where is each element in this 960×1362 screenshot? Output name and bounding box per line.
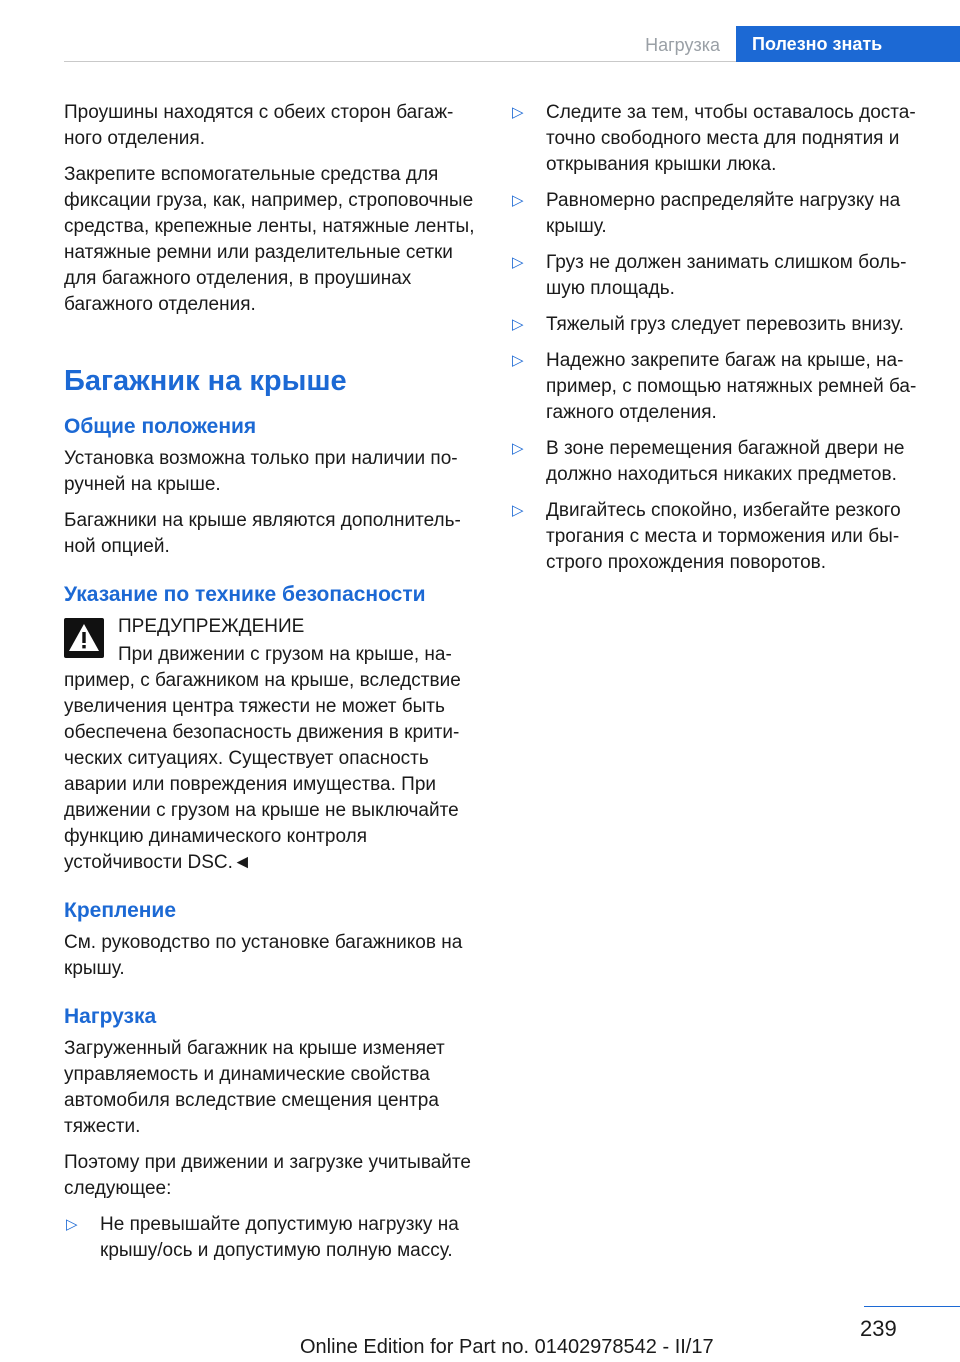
bullet-arrow-icon: ▷ <box>66 1216 78 1233</box>
warning-title: ПРЕДУПРЕЖДЕНИЕ <box>118 616 305 637</box>
right-bullet-list <box>510 100 928 576</box>
paragraph-load-effects: Загруженный багажник на крыше изменяет управляемость и динамические свойства автомобиля вследствие смещения центра тяжести. <box>64 1038 445 1137</box>
bullet-arrow-icon: ▷ <box>512 440 524 457</box>
list-item-text: Груз не должен занимать слишком большую площадь. <box>546 252 907 299</box>
right-column <box>510 100 928 586</box>
list-item <box>510 498 928 576</box>
list-item-text: Двигайтесь спокойно, избегайте резкого трогания с места и торможения или быстрого прохождения поворотов. <box>546 500 901 573</box>
list-item <box>64 1212 482 1264</box>
bullet-arrow-icon: ▷ <box>512 502 524 519</box>
warning-text: При движении с грузом на крыше, например, с багажником на крыше, вследствие увеличения центра тяжести не может быть обеспечена безопасность движения в критических ситуациях. Существует опасность аварии или повреждения имущества. При движении с грузом на крыше не выключайте функцию динамического контроля устойчивости DSC.◄ <box>64 644 461 873</box>
list-item-text: Надежно закрепите багаж на крыше, например, с помощью натяжных ремней багажного отделения. <box>546 350 917 423</box>
subheading-load: Нагрузка <box>64 1005 157 1028</box>
list-item-text: В зоне перемещения багажной двери не должно находиться никаких предметов. <box>546 438 905 485</box>
list-item <box>510 100 928 178</box>
header-section-label: Нагрузка <box>645 35 720 55</box>
paragraph-therefore: Поэтому при движении и загрузке учитывайте следующее: <box>64 1152 471 1199</box>
list-item <box>510 436 928 488</box>
bullet-arrow-icon: ▷ <box>512 254 524 271</box>
list-item-text: Равномерно распределяйте нагрузку на крышу. <box>546 190 901 237</box>
paragraph-option: Багажники на крыше являются дополнительной опцией. <box>64 510 461 557</box>
paragraph-eyelets: Проушины находятся с обеих сторон багажного отделения. <box>64 102 454 149</box>
page-number: 239 <box>860 1316 897 1341</box>
subheading-safety: Указание по технике безопасности <box>64 583 426 606</box>
section-title-roof-rack: Багажник на крыше <box>64 365 347 397</box>
list-item <box>510 188 928 240</box>
left-bullet-list <box>64 1212 482 1264</box>
list-item-text: Не превышайте допустимую нагрузку на крышу/ось и допустимую полную массу. <box>100 1214 459 1261</box>
warning-triangle-icon <box>64 618 104 658</box>
list-item <box>510 312 928 338</box>
list-item <box>510 250 928 302</box>
paragraph-securing-aids: Закрепите вспомогательные средства для фиксации груза, как, например, строповочные средства, крепежные ленты, натяжные ленты, натяжные ремни или разделительные сетки для багажного отделения, в проушинах багажного отделения. <box>64 164 475 315</box>
bullet-arrow-icon: ▷ <box>512 192 524 209</box>
warning-box <box>64 614 482 666</box>
left-column <box>64 100 482 1274</box>
list-item-text: Тяжелый груз следует перевозить внизу. <box>546 314 904 335</box>
bullet-arrow-icon: ▷ <box>512 352 524 369</box>
paragraph-installation: Установка возможна только при наличии поручней на крыше. <box>64 448 458 495</box>
warning-triangle-svg <box>64 618 104 658</box>
subheading-mounting: Крепление <box>64 899 177 922</box>
footer-divider <box>864 1306 960 1307</box>
list-item-text: Следите за тем, чтобы оставалось достаточно свободного места для поднятия и открывания крышки люка. <box>546 102 916 175</box>
list-item <box>510 348 928 426</box>
bullet-arrow-icon: ▷ <box>512 104 524 121</box>
paragraph-mounting: См. руководство по установке багажников на крышу. <box>64 932 463 979</box>
subheading-general: Общие положения <box>64 415 257 438</box>
bullet-arrow-icon: ▷ <box>512 316 524 333</box>
header-chapter-tab: Полезно знать <box>736 26 960 62</box>
edition-footer: Online Edition for Part no. 01402978542 - II/17 <box>300 1336 714 1358</box>
